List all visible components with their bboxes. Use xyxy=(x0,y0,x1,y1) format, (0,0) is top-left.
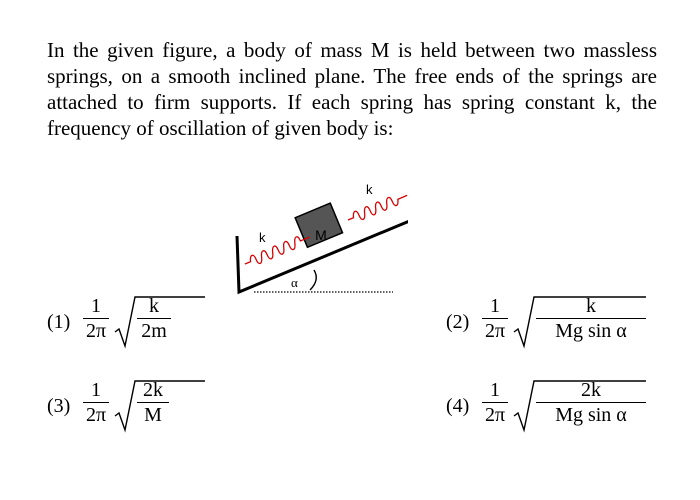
option-3[interactable] xyxy=(47,378,207,438)
coefficient-fraction xyxy=(83,294,109,343)
square-root xyxy=(514,294,646,348)
spring-right-label: k xyxy=(366,182,373,197)
coefficient-fraction xyxy=(83,378,109,427)
coefficient-denominator: 2π xyxy=(85,320,107,342)
inclined-plane-diagram xyxy=(228,170,408,300)
coefficient-fraction xyxy=(482,294,508,343)
radicand-fraction xyxy=(137,294,171,343)
radicand-denominator: Mg sin α xyxy=(555,320,627,342)
radicand-numerator: 2k xyxy=(581,379,601,401)
coefficient-denominator: 2π xyxy=(484,320,506,342)
coefficient-numerator: 1 xyxy=(91,295,101,317)
inclined-plane-figure xyxy=(228,170,408,300)
left-spring xyxy=(243,232,312,269)
angle-arc xyxy=(310,270,316,290)
radicand-denominator: M xyxy=(144,404,162,426)
option-number: (1) xyxy=(47,311,71,333)
option-2[interactable] xyxy=(446,294,646,354)
question-text: In the given figure, a body of mass M is held between two massless springs, on a smooth inclined plane. The free ends of the springs are attached to firm supports. If each spring has spring constant k, the frequency of oscillation of given body is: xyxy=(47,38,657,140)
coefficient-denominator: 2π xyxy=(484,404,506,426)
coefficient-denominator: 2π xyxy=(85,404,107,426)
spring-left-label: k xyxy=(259,230,266,245)
mass-label: M xyxy=(315,227,327,243)
option-1[interactable] xyxy=(47,294,207,354)
angle-label: α xyxy=(291,275,298,290)
square-root xyxy=(115,294,205,348)
square-root xyxy=(514,378,646,432)
option-number: (2) xyxy=(446,311,470,333)
radicand-numerator: k xyxy=(586,295,596,317)
option-number: (4) xyxy=(446,395,470,417)
square-root xyxy=(115,378,205,432)
coefficient-numerator: 1 xyxy=(490,379,500,401)
radicand-fraction xyxy=(536,294,646,343)
radicand-denominator: 2m xyxy=(141,320,167,342)
radicand-denominator: Mg sin α xyxy=(555,404,627,426)
radicand-numerator: 2k xyxy=(143,379,163,401)
option-number: (3) xyxy=(47,395,71,417)
radicand-numerator: k xyxy=(149,295,159,317)
option-4[interactable] xyxy=(446,378,646,438)
coefficient-numerator: 1 xyxy=(490,295,500,317)
coefficient-numerator: 1 xyxy=(91,379,101,401)
radicand-fraction xyxy=(536,378,646,427)
radicand-fraction xyxy=(137,378,169,427)
right-spring xyxy=(346,191,408,225)
coefficient-fraction xyxy=(482,378,508,427)
